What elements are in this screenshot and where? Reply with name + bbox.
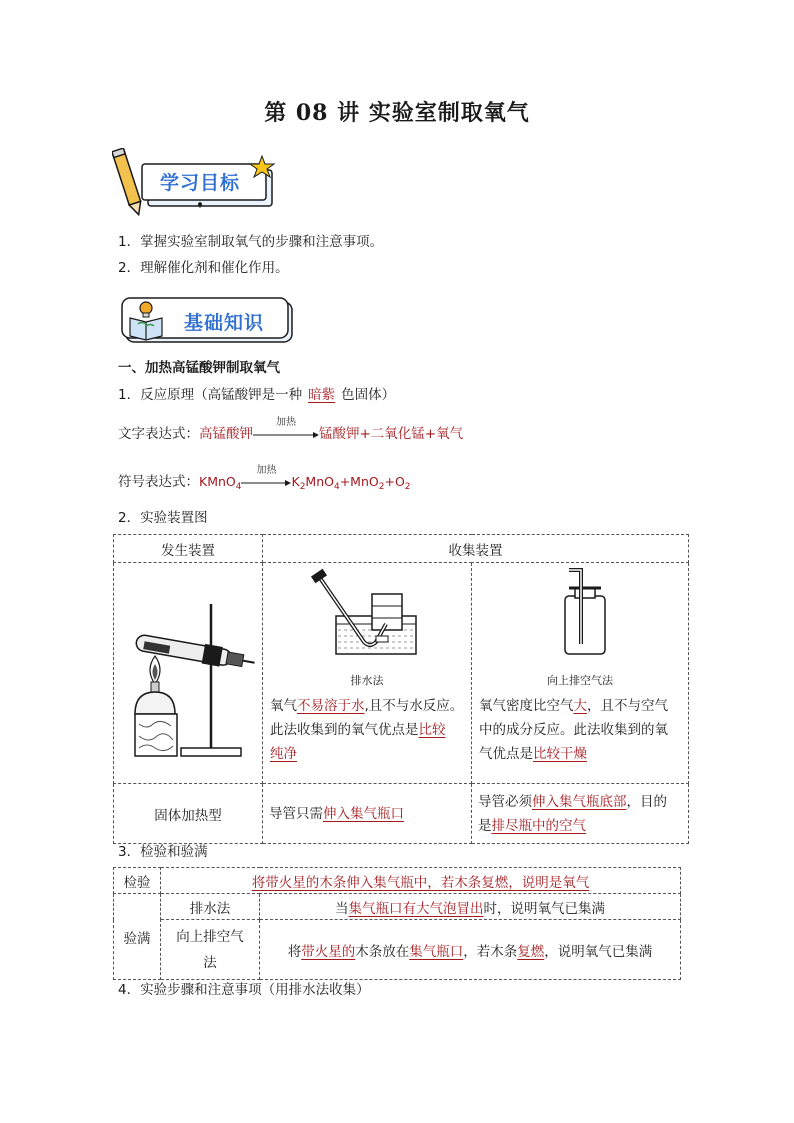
water-tube-note: 导管只需伸入集气瓶口 bbox=[263, 784, 472, 844]
symbol-equation bbox=[118, 465, 411, 497]
generation-type: 固体加热型 bbox=[114, 784, 263, 844]
air-method-caption: 向上排空气法 bbox=[547, 674, 613, 687]
air-method-cell bbox=[472, 563, 689, 784]
learning-goals-label: 学习目标 bbox=[160, 172, 241, 194]
water-displacement-illustration bbox=[264, 564, 470, 664]
reaction-condition: 加热 bbox=[276, 417, 296, 428]
symbol-eq-reactant: KMnO$_4$ bbox=[199, 474, 242, 492]
full-check-label: 验满 bbox=[114, 894, 161, 980]
check-heading: 3．检验和验满 bbox=[118, 844, 208, 860]
reaction-condition: 加热 bbox=[256, 465, 277, 476]
word-equation bbox=[118, 417, 464, 444]
word-eq-reactant: 高锰酸钾 bbox=[199, 426, 253, 442]
check-label: 检验 bbox=[114, 868, 161, 894]
goal-item: 2．理解催化剂和催化作用。 bbox=[118, 260, 289, 276]
principle-answer: 暗紫 bbox=[308, 387, 336, 403]
section-heading: 一、加热高锰酸钾制取氧气 bbox=[118, 360, 280, 376]
check-method-text: 将带火星的木条伸入集气瓶中，若木条复燃，说明是氧气 bbox=[161, 868, 681, 894]
steps-heading: 4．实验步骤和注意事项（用排水法收集） bbox=[118, 982, 370, 998]
air-full-check-text: 将带火星的木条放在集气瓶口，若木条复燃，说明氧气已集满 bbox=[260, 920, 681, 980]
symbol-eq-label: 符号表达式： bbox=[118, 474, 199, 490]
water-full-check-text: 当集气瓶口有大气泡冒出时，说明氧气已集满 bbox=[260, 894, 681, 920]
word-eq-label: 文字表达式： bbox=[118, 426, 199, 442]
header-generation: 发生装置 bbox=[114, 535, 263, 563]
word-eq-products: 锰酸钾+二氧化锰+氧气 bbox=[319, 426, 464, 442]
page-title: 第 08 讲 实验室制取氧气 bbox=[264, 100, 530, 126]
principle-prefix: 1．反应原理（高锰酸钾是一种 bbox=[118, 387, 303, 403]
reaction-arrow bbox=[241, 465, 291, 489]
apparatus-heading: 2．实验装置图 bbox=[118, 510, 208, 526]
reaction-arrow bbox=[253, 417, 319, 441]
upward-air-displacement-illustration bbox=[473, 564, 687, 664]
reaction-principle bbox=[118, 385, 395, 405]
air-method-label: 向上排空气 法 bbox=[161, 920, 260, 980]
air-tube-note: 导管必须伸入集气瓶底部，目的 是排尽瓶中的空气 bbox=[472, 784, 689, 844]
air-method-text: 氧气密度比空气大，且不与空气 中的成分反应。此法收集到的氧 气优点是比较干燥 bbox=[479, 698, 668, 762]
learning-goals-badge bbox=[112, 148, 282, 220]
symbol-eq-products: $K_2MnO_4+MnO_2+O_2$ bbox=[291, 474, 411, 492]
basics-label: 基础知识 bbox=[184, 312, 265, 334]
generation-apparatus-cell bbox=[114, 563, 263, 784]
apparatus-table bbox=[113, 534, 689, 844]
water-method-cell bbox=[263, 563, 472, 784]
water-method-label: 排水法 bbox=[161, 894, 260, 920]
basics-badge bbox=[120, 296, 296, 346]
check-table bbox=[113, 867, 681, 980]
heating-apparatus-illustration bbox=[115, 564, 261, 778]
goal-item: 1．掌握实验室制取氧气的步骤和注意事项。 bbox=[118, 234, 384, 250]
water-method-caption: 排水法 bbox=[350, 674, 384, 687]
header-collection: 收集装置 bbox=[263, 535, 689, 563]
water-method-text: 氧气不易溶于水,且不与水反应。 此法收集到的氧气优点是比较 纯净 bbox=[270, 698, 464, 762]
principle-suffix: 色固体） bbox=[341, 387, 396, 403]
